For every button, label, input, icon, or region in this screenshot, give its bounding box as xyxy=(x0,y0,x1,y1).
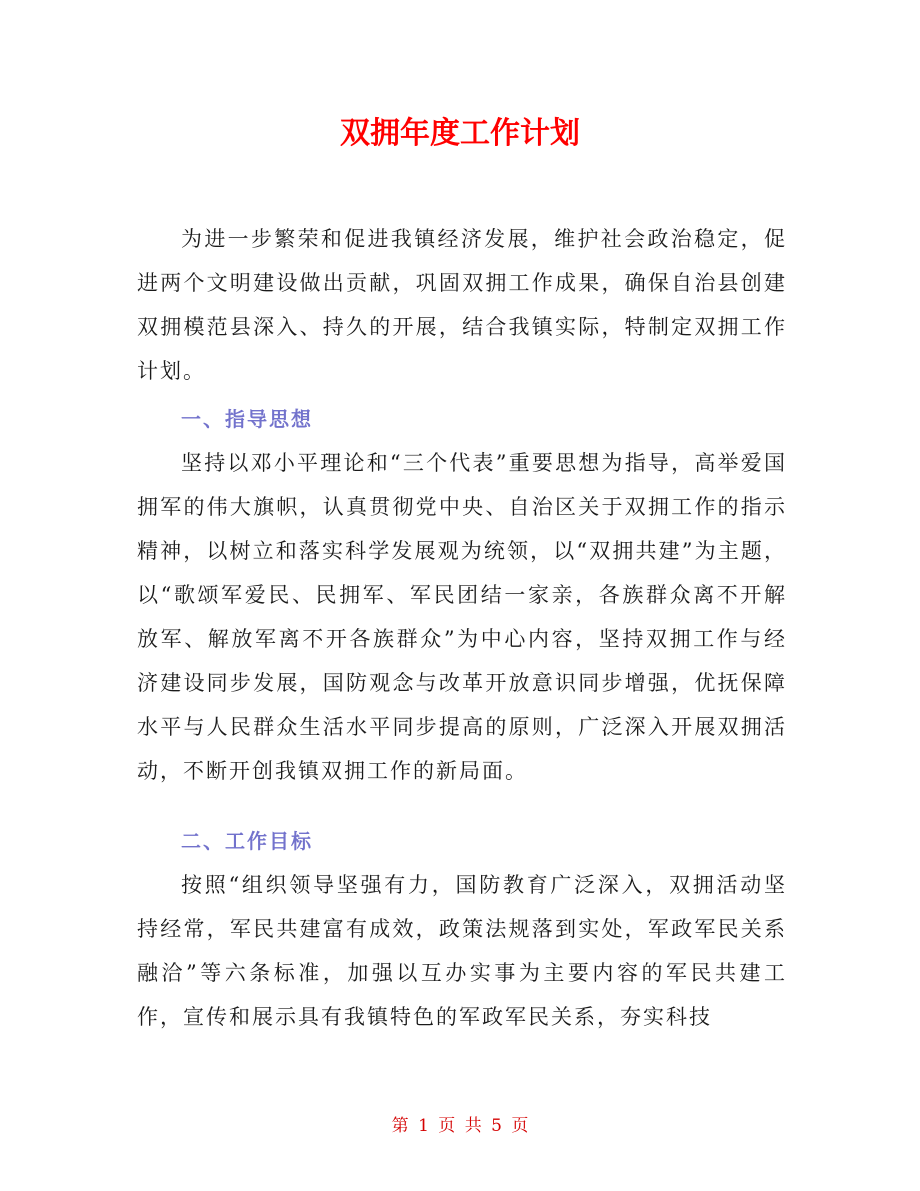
section-heading-work-goals: 二、工作目标 xyxy=(181,829,313,853)
intro-paragraph: 为进一步繁荣和促进我镇经济发展，维护社会政治稳定，促进两个文明建设做出贡献，巩固双拥工作成果，确保自治县创建双拥模范县深入、持久的开展，结合我镇实际，特制定双拥工作计划。 xyxy=(137,227,787,383)
page-number-footer: 第 1 页 共 5 页 xyxy=(391,1116,529,1136)
section-body-guiding-ideology: 坚持以邓小平理论和“三个代表”重要思想为指导，高举爱国拥军的伟大旗帜，认真贯彻党中央、自治区关于双拥工作的指示精神，以树立和落实科学发展观为统领，以“双拥共建”为主题，以“歌颂军爱民、民拥军、军民团结一家亲，各族群众离不开解放军、解放军离不开各族群众”为中心内容，坚持双拥工作与经济建设同步发展，国防观念与改革开放意识同步增强，优抚保障水平与人民群众生活水平同步提高的原则，广泛深入开展双拥活动，不断开创我镇双拥工作的新局面。 xyxy=(137,451,787,783)
section-body-work-goals: 按照“组织领导坚强有力，国防教育广泛深入，双拥活动坚持经常，军民共建富有成效，政策法规落到实处，军政军民关系融洽”等六条标准，加强以互办实事为主要内容的军民共建工作，宣传和展示具有我镇特色的军政军民关系，夯实科技 xyxy=(137,873,787,1029)
section-heading-guiding-ideology: 一、指导思想 xyxy=(181,407,313,431)
document-title: 双拥年度工作计划 xyxy=(340,116,580,151)
